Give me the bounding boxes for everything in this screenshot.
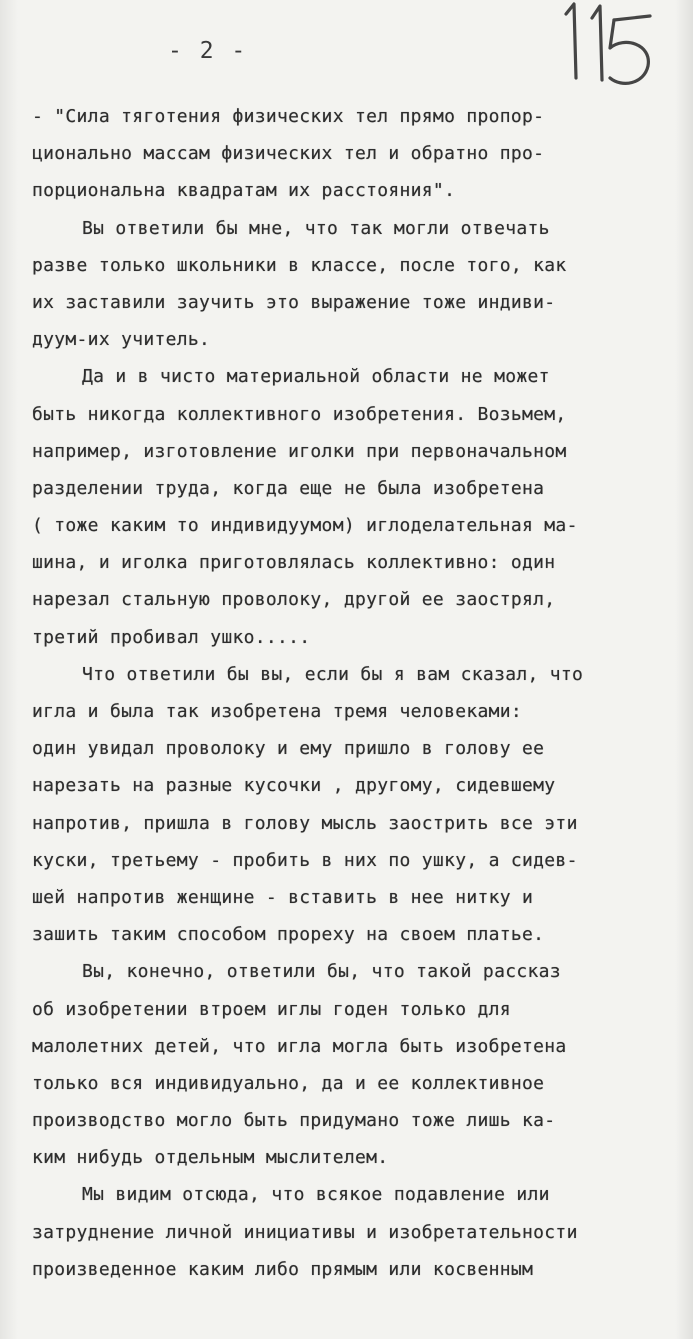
text-line: игла и была так изобретена тремя человеками:: [32, 701, 523, 722]
paragraph-2: [32, 210, 682, 359]
text-line: малолетних детей, что игла могла быть изобретена: [32, 1035, 567, 1057]
paragraph-1: [32, 98, 682, 210]
text-line: нарезать на разные кусочки , другому, сидевшему: [32, 775, 556, 797]
text-line: зашить таким способом прореху на своем платье.: [32, 924, 545, 946]
text-line: Что ответили бы вы, если бы я вам сказал, что: [82, 663, 584, 685]
text-line: об изобретении втроем иглы годен только для: [32, 998, 511, 1020]
text-line: Да и в чисто материальной области не может: [82, 366, 550, 388]
text-line: шей напротив женщине - вставить в нее нитку и: [32, 886, 534, 908]
text-line: третий пробивал ушко.....: [32, 626, 311, 648]
text-line: шина, и иголка приготовлялась коллективно: один: [32, 552, 556, 574]
handwritten-folio-number: [552, 0, 672, 100]
page-number: - 2 -: [168, 38, 248, 64]
paragraph-3: [32, 358, 682, 656]
text-line: произведенное каким либо прямым или косвенным: [32, 1258, 534, 1280]
text-line: ционально массам физических тел и обратно про-: [32, 143, 545, 165]
text-line: нарезал стальную проволоку, другой ее заострял,: [32, 589, 556, 611]
text-line: ким нибудь отдельным мыслителем.: [32, 1147, 389, 1169]
text-line: их заставили заучить это выражение тоже индиви-: [32, 291, 556, 313]
text-line: быть никогда коллективного изобретения. Возьмем,: [32, 403, 567, 425]
text-line: затруднение личной инициативы и изобретательности: [32, 1221, 578, 1243]
paragraph-5: [32, 953, 682, 1176]
paragraph-6: [32, 1176, 682, 1288]
text-line: порциональна квадратам их расстояния".: [32, 180, 456, 202]
text-line: производство могло быть придумано тоже лишь ка-: [32, 1110, 556, 1132]
text-line: Мы видим отсюда, что всякое подавление или: [82, 1184, 550, 1206]
text-line: разве только школьники в классе, после того, как: [32, 254, 567, 276]
text-line: Вы ответили бы мне, что так могли отвечать: [82, 217, 550, 239]
text-line: куски, третьему - пробить в них по ушку, а сидев-: [32, 849, 578, 871]
text-line: разделении труда, когда еще не была изобретена: [32, 477, 545, 499]
text-line: ( тоже каким то индивидуумом) иглоделательная ма-: [32, 515, 578, 537]
text-line: только вся индивидуально, да и ее коллективное: [32, 1072, 545, 1094]
text-line: дуум-их учитель.: [32, 329, 211, 351]
paragraph-4: [32, 656, 682, 954]
text-line: Вы, конечно, ответили бы, что такой рассказ: [82, 961, 561, 983]
text-line: один увидал проволоку и ему пришло в голову ее: [32, 738, 545, 760]
document-body: [32, 98, 682, 1288]
text-line: - "Сила тяготения физических тел прямо пропор-: [32, 106, 545, 127]
text-line: напротив, пришла в голову мысль заострить все эти: [32, 812, 578, 834]
text-line: например, изготовление иголки при первоначальном: [32, 440, 567, 462]
